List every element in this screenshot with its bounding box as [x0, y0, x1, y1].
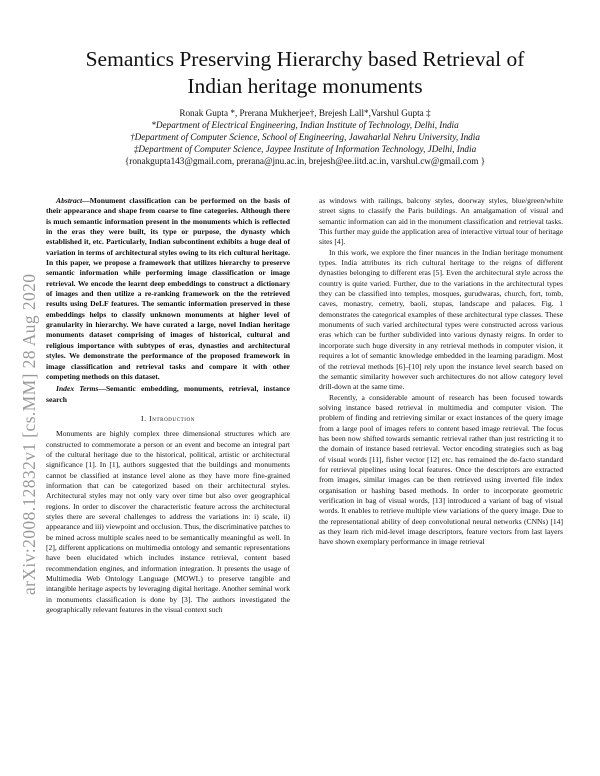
- index-terms-text: —Semantic embedding, monuments, retrieval, instance search: [46, 384, 291, 404]
- author-names: Ronak Gupta *, Prerana Mukherjee†, Brejesh Lall*,Varshul Gupta ‡: [179, 108, 431, 118]
- author-emails: {ronakgupta143@gmail.com, prerana@jnu.ac.in, brejesh@ee.iitd.ac.in, varshul.cw@gmail.com }: [124, 156, 486, 166]
- title-line-1: Semantics Preserving Hierarchy based Retrieval of: [85, 47, 525, 71]
- abstract-text: —Monument classification can be performed on the basis of their appearance and shape from coarse to fine categories. Although there is much semantic information present in the monuments which is reflected in the eras they were built, its type or purpose, the dynasty which established it, etc. Particularly, Indian subcontinent exhibits a huge deal of variation in terms of architectural styles owing to its rich cultural heritage. In this paper, we propose a framework that utilizes hierarchy to preserve semantic information while performing image classification or image retrieval. We encode the learnt deep embeddings to construct a dictionary of images and then utilize a re-ranking framework on the the retrieved results using DeLF features. The semantic information preserved in these embeddings helps to classify unknown monuments at higher level of granularity in hierarchy. We have curated a large, novel Indian heritage monuments dataset comprising of images of historical, cultural and religious importance with subtypes of eras, dynasties and architectural styles. We demonstrate the performance of the proposed framework in image classification and retrieval tasks and compare it with other competing methods on this dataset.: [46, 196, 290, 381]
- body-paragraph: Recently, a considerable amount of research has been focused towards solving instance based retrieval in multimedia and computer vision. The problem of finding and retrieving similar or exact instances of the query image from a large pool of images refers to content based image retrieval. The focus has been now shifted towards semantic retrieval rather than just restricting it to the domain of instance based retrieval. Vector encoding strategies such as bag of visual words [11], fisher vector [12] etc. has remained the de-facto standard for retrieval pipelines using local features. Once the descriptors are extracted from images, similar images can be then retrieved using inverted file index organisation or hashing based methods. In order to incorporate geometric verification in bag of visual words, [13] introduced a variant of bag of visual words. It enables to retrieve multiple view variations of the query image. Due to the representational ability of deep convolutional neural networks (CNNs) [14] as they learn rich mid-level image descriptors, feature vectors from last layers have shown exemplary performance in image retrieval: [319, 392, 563, 547]
- abstract: [46, 196, 290, 382]
- right-column: [319, 196, 563, 548]
- affiliation-3: ‡Department of Computer Science, Jaypee Institute of Information Technology, JDelhi, India: [133, 144, 477, 154]
- title-line-2: Indian heritage monuments: [187, 74, 423, 98]
- left-column: [46, 196, 290, 615]
- author-block: [40, 107, 570, 167]
- abstract-label: Abstract: [56, 196, 83, 205]
- arxiv-stamp: [2, 175, 39, 595]
- section-heading-introduction: I. Introduction: [141, 413, 195, 423]
- index-terms: [46, 384, 290, 405]
- affiliation-2: †Department of Computer Science, School of Engineering, Jawaharlal Nehru University, India: [130, 132, 480, 142]
- index-terms-label: Index Terms: [56, 384, 99, 394]
- body-paragraph: Monuments are highly complex three dimensional structures which are constructed to commemorate a person or an event and become an integral part of the cultural heritage due to the historical, political, artistic or architectural significance [1]. In [1], authors suggested that the buildings and monuments cannot be classified at instance level alone as they have more fine-grained information that can be categorized based on their architectural styles. Architectural styles may not only vary over time but also over geographical regions. In order to discover the characteristic feature across the architectural styles there are several challenges to address the variations in: i) scale, ii) appearance and iii) viewpoint and occlusion. Thus, the discriminative patches to be mined across multiple scales need to be semantically meaningful as well. In [2], different applications on multimedia ontology and semantic representations have been elucidated which includes instance retrieval, content based recommendation engines, and information integration. It presents the usage of Multimedia Web Ontology Language (MOWL) to preserve tangible and intangible heritage aspects by leveraging digital heritage. Another seminal work in monuments classification is done by [3]. The authors investigated the geographically relevant features in the visual context such: [46, 429, 290, 615]
- affiliation-1: *Department of Electrical Engineering, Indian Institute of Technology, Delhi, India: [151, 120, 459, 130]
- paper-title: [40, 46, 570, 100]
- arxiv-identifier[interactable]: arXiv:2008.12832v1 [cs.MM] 28 Aug 2020: [19, 273, 39, 595]
- body-paragraph: as windows with railings, balcony styles, doorway styles, blue/green/white street signs to classify the Paris buildings. An amalgamation of visual and semantic information can aid in the monument classification and retrieval tasks. This further may guide the application area of interactive virtual tour of heritage sites [4].: [319, 196, 563, 247]
- body-paragraph: In this work, we explore the finer nuances in the Indian heritage monument types. India attributes its rich cultural heritage to the reigns of different dynasties belonging to different eras [5]. Even the architectural style across the country is quite varied. Further, due to the variations in the architectural types they can be classified into temples, mosques, gurudwaras, church, fort, tomb, caves, monastry, cemetry, baoli, stupas, landscape and palaces. Fig. 1 demonstrates the categorical examples of these architectural type classes. These monuments of such varied architectural types were constructed across various eras which can be further subdivided into various dynasty reigns. In order to incorporate such huge diversity in any retrieval methods in computer vision, it requires a lot of semantic knowledge embedded in the learning paradigm. Most of the retrieval methods [6]–[10] rely upon the instance level search based on the semantic similarity however such architectures do not allow category level drill-down at the same time.: [319, 247, 563, 392]
